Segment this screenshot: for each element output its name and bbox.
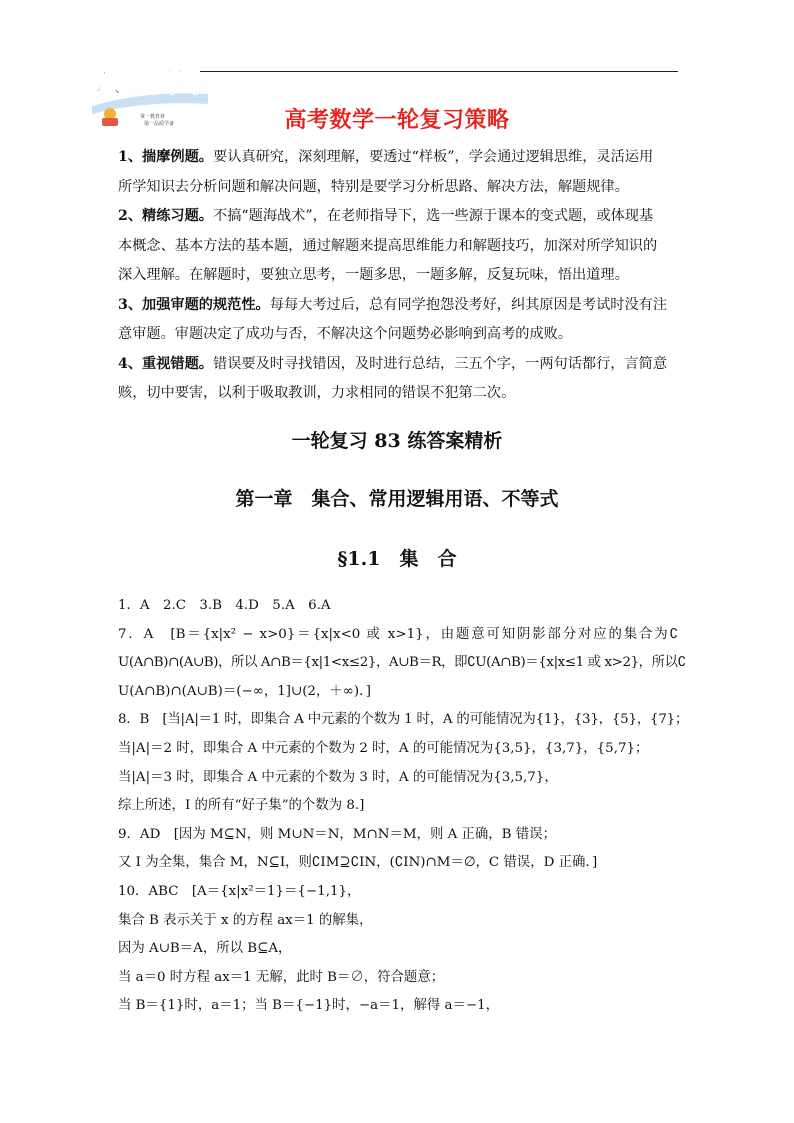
strategy-line: 意审题。审题决定了成功与否，不解决这个问题势必影响到高考的成败。 [118, 326, 573, 342]
logo-tagline-left: 掌一教育材 [140, 114, 166, 120]
strategy-line: 赅，切中要害，以利于吸取教训，力求相同的错误不犯第二次。 [118, 385, 516, 401]
strategy-head: 2、精练习题。 [118, 208, 213, 224]
answer-line: 10．ABC [A＝{x|x²＝1}＝{−1,1}， [118, 883, 361, 899]
strategy-head: 1、揣摩例题。 [118, 149, 213, 165]
answer-line: 综上所述，I 的所有“好子集”的个数为 8.] [118, 798, 365, 814]
subsection-title: §1.1 集 合 [337, 548, 457, 570]
answer-line: 集合 B 表示关于 x 的方程 ax＝1 的解集， [118, 912, 373, 928]
strategy-head: 3、加强审题的规范性。 [118, 296, 270, 313]
strategy-head: 4、重视错题。 [118, 355, 213, 372]
answer-line: U(A∩B)∩(A∪B)，所以 A∩B＝{x|1<x≤2}，A∪B＝R，即∁U(A∩B)＝{x|x≤1 或 x>2}，所以∁ [118, 655, 686, 671]
strategy-line: 所学知识去分析问题和解决问题，特别是要学习分析思路、解决方法，解题规律。 [118, 178, 629, 195]
answer-line: 9．AD [因为 M⊆N，则 M∪N＝N，M∩N＝M，则 A 正确，B 错误； [118, 826, 556, 842]
answer-line: 7．A [B＝{x|x² − x>0}＝{x|x<0 或 x>1}，由题意可知阴影部分对应的集合为∁ [118, 626, 678, 642]
strategy-line: 2、精练习题。不搞“题海战术”，在老师指导下，选一些源于课本的变式题，或体现基 [118, 208, 654, 224]
strategy-line: 3、加强审题的规范性。每每大考过后，总有同学抱怨没考好，纠其原因是考试时没有注 [118, 296, 668, 313]
answer-line: 当|A|＝2 时，即集合 A 中元素的个数为 2 时，A 的可能情况为{3,5}，{3,7}，{5,7}； [118, 740, 649, 756]
answer-line: U(A∩B)∩(A∪B)＝(−∞，1]∪(2，＋∞)．] [118, 683, 372, 699]
page-title: 高考数学一轮复习策略 [284, 108, 510, 133]
logo-tagline-right: 第一品质学备 [144, 121, 175, 127]
answer-line: 当 a＝0 时方程 ax＝1 无解，此时 B＝∅，符合题意； [118, 969, 445, 985]
answer-line: 当 B＝{1}时，a＝1；当 B＝{−1}时，−a＝1，解得 a＝−1， [118, 998, 499, 1014]
logo-text: 决胜高考 [93, 66, 207, 99]
answer-line: 1．A 2.C 3.B 4.D 5.A 6.A [118, 598, 331, 613]
strategy-line: 1、揣摩例题。要认真研究，深刻理解，要透过“样板”，学会通过逻辑思维，灵活运用 [118, 149, 654, 165]
answer-line: 当|A|＝3 时，即集合 A 中元素的个数为 3 时，A 的可能情况为{3,5,7}， [118, 769, 558, 785]
answer-line: 因为 A∪B＝A，所以 B⊆A， [118, 941, 292, 957]
answer-line: 8．B [当|A|＝1 时，即集合 A 中元素的个数为 1 时，A 的可能情况为{1}，{3}，{5}，{7}； [118, 712, 689, 728]
answer-line: 又 I 为全集，集合 M，N⊆I，则∁IM⊇∁IN，(∁IN)∩M＝∅，C 错误，D 正确．] [118, 855, 598, 871]
strategy-line: 4、重视错题。错误要及时寻找错因，及时进行总结，三五个字，一两句话都行，言简意 [118, 355, 668, 372]
chapter-title: 第一章 集合、常用逻辑用语、不等式 [235, 488, 559, 510]
answer-section [118, 592, 689, 1021]
strategy-section [118, 143, 678, 409]
section-title: 一轮复习 83 练答案精析 [291, 430, 503, 452]
header-rule [200, 71, 678, 72]
strategy-line: 深入理解。在解题时，要独立思考，一题多思，一题多解，反复玩味，悟出道理。 [118, 267, 629, 283]
strategy-line: 本概念、基本方法的基本题，通过解题来提高思维能力和解题技巧，加深对所学知识的 [118, 237, 658, 254]
